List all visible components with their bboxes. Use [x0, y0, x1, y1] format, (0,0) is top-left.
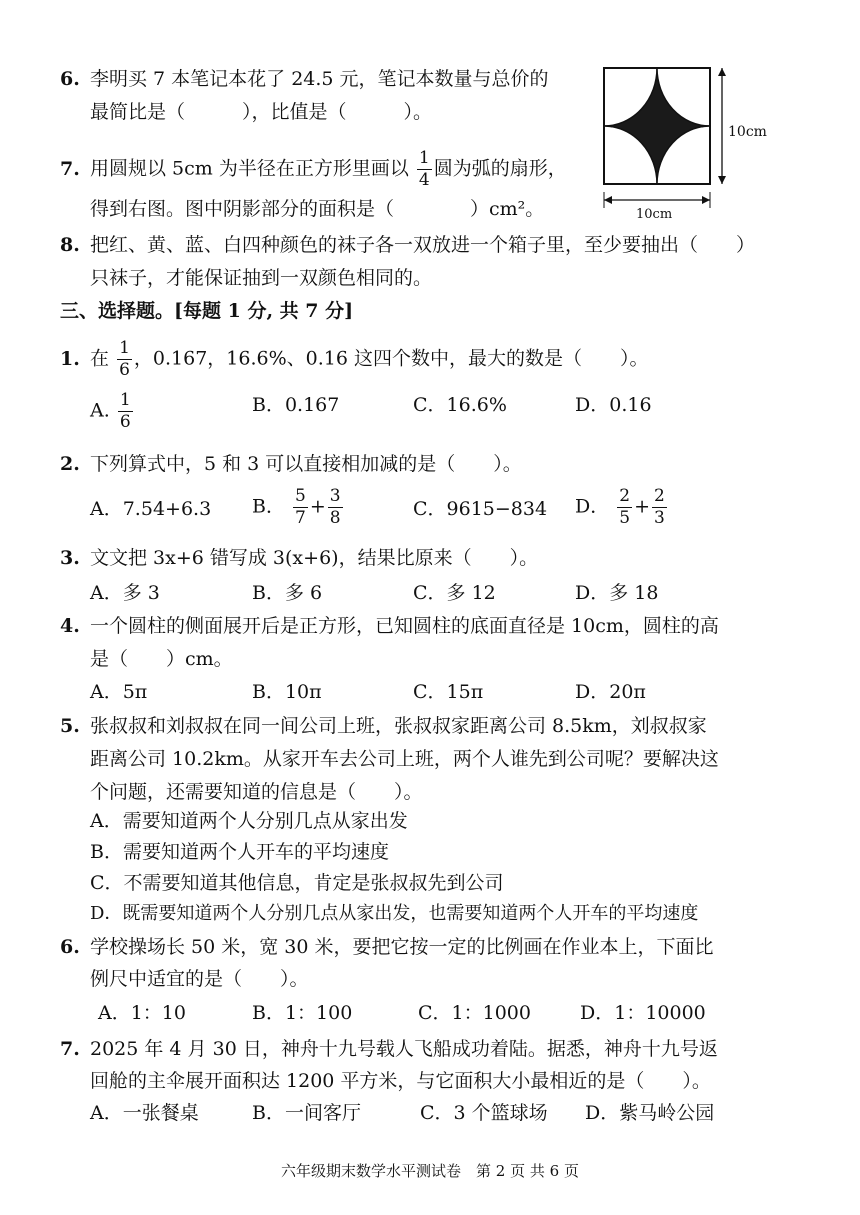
q3-4-option-a[interactable]: A．5π [90, 681, 148, 703]
q2-6-line1: 6. 李明买 7 本笔记本花了 24.5 元，笔记本数量与总价的 [60, 68, 549, 90]
arrow-left-icon [604, 196, 612, 204]
q3-5-option-d[interactable]: D．既需要知道两个人分别几点从家出发，也需要知道两个人开车的平均速度 [90, 903, 699, 924]
q3-7-option-d[interactable]: D．紫马岭公园 [585, 1102, 715, 1124]
q3-3-option-d[interactable]: D．多 18 [575, 582, 659, 604]
section-heading: 三、选择题。[每题 1 分, 共 7 分] [60, 300, 354, 322]
figure-svg [596, 60, 776, 220]
q3-4-line1: 4. 一个圆柱的侧面展开后是正方形，已知圆柱的底面直径是 10cm，圆柱的高 [60, 615, 719, 637]
q3-3-option-b[interactable]: B．多 6 [252, 582, 323, 604]
q3-6-line1: 6. 学校操场长 50 米，宽 30 米，要把它按一定的比例画在作业本上，下面比 [60, 936, 714, 958]
q3-2-option-d[interactable]: D． $\frac{2}{5}$ + $\frac{2}{3}$ [575, 486, 665, 528]
arrow-up-icon [718, 68, 726, 76]
q3-4-option-d[interactable]: D．20π [575, 681, 646, 703]
bottom-length-label: 10cm [636, 207, 673, 220]
q3-5-line2: 距离公司 10.2km。从家开车去公司上班，两个人谁先到公司呢？要解决这 [90, 748, 719, 770]
q3-2-option-c[interactable]: C．9615−834 [413, 498, 548, 520]
q3-7-line1: 7. 2025 年 4 月 30 日，神舟十九号载人飞船成功着陆。据悉，神舟十九号返 [60, 1038, 718, 1060]
q3-1-option-b[interactable]: B．0.167 [252, 394, 340, 416]
q3-7-option-c[interactable]: C．3 个篮球场 [420, 1102, 548, 1124]
q3-6-option-c[interactable]: C．1：1000 [418, 1002, 531, 1024]
q3-1-option-c[interactable]: C．16.6% [413, 394, 507, 416]
square-arcs-figure [596, 60, 776, 220]
q3-1-option-a[interactable]: A. $\frac{1}{6}$ [90, 390, 131, 432]
q3-5-option-a[interactable]: A．需要知道两个人分别几点从家出发 [90, 810, 408, 832]
one-sixth-fraction: $\frac{1}{6}$ [119, 338, 130, 380]
q3-4-option-c[interactable]: C．15π [413, 681, 484, 703]
q3-3-option-c[interactable]: C．多 12 [413, 582, 496, 604]
q3-7-option-a[interactable]: A．一张餐桌 [90, 1102, 199, 1124]
page-footer: 六年级期末数学水平测试卷 第 2 页 共 6 页 [281, 1162, 579, 1180]
q3-5-line1: 5. 张叔叔和刘叔叔在同一间公司上班，张叔叔家距离公司 8.5km，刘叔叔家 [60, 715, 707, 737]
q3-5-line3: 个问题，还需要知道的信息是（ ）。 [90, 781, 423, 803]
q3-1-stem: 1. 在 $\frac{1}{6}$ ，0.167，16.6%、0.16 这四个数中，最大的数是（ ）。 [60, 338, 649, 380]
q2-8-line1: 8. 把红、黄、蓝、白四种颜色的袜子各一双放进一个箱子里，至少要抽出（ ） [60, 234, 756, 256]
arrow-down-icon [718, 176, 726, 184]
q3-3-stem: 3. 文文把 3x+6 错写成 3(x+6)，结果比原来（ ）。 [60, 547, 539, 569]
q3-7-option-b[interactable]: B．一间客厅 [252, 1102, 361, 1124]
q3-4-option-b[interactable]: B．10π [252, 681, 322, 703]
q3-6-line2: 例尺中适宜的是（ ）。 [90, 968, 309, 990]
side-length-label: 10cm [728, 124, 767, 140]
q3-1-option-d[interactable]: D．0.16 [575, 394, 652, 416]
q3-6-option-a[interactable]: A．1：10 [98, 1002, 186, 1024]
q3-3-option-a[interactable]: A．多 3 [90, 582, 160, 604]
q3-6-option-b[interactable]: B．1：100 [252, 1002, 353, 1024]
q3-2-option-a[interactable]: A．7.54+6.3 [90, 498, 212, 520]
arrow-right-icon [702, 196, 710, 204]
q3-2-stem: 2. 下列算式中，5 和 3 可以直接相加减的是（ ）。 [60, 453, 522, 475]
q2-8-line2: 只袜子，才能保证抽到一双颜色相同的。 [90, 267, 433, 289]
q3-7-line2: 回舱的主伞展开面积达 1200 平方米，与它面积大小最相近的是（ ）。 [90, 1070, 711, 1092]
q2-7-line1: 7. 用圆规以 5cm 为半径在正方形里画以 $\frac{1}{4}$ 圆为弧的扇形， [60, 148, 567, 190]
q3-2-option-b[interactable]: B． $\frac{5}{7}$ + $\frac{3}{8}$ [252, 486, 341, 528]
q3-6-option-d[interactable]: D．1：10000 [580, 1002, 706, 1024]
q3-5-option-b[interactable]: B．需要知道两个人开车的平均速度 [90, 841, 389, 863]
q3-5-option-c[interactable]: C．不需要知道其他信息，肯定是张叔叔先到公司 [90, 872, 504, 894]
quarter-fraction: $\frac{1}{4}$ [418, 148, 430, 190]
q2-7-line2: 得到右图。图中阴影部分的面积是（ ）cm²。 [90, 198, 545, 220]
q3-4-line2: 是（ ）cm。 [90, 648, 233, 670]
q2-6-line2: 最简比是（ ），比值是（ ）。 [90, 101, 433, 123]
